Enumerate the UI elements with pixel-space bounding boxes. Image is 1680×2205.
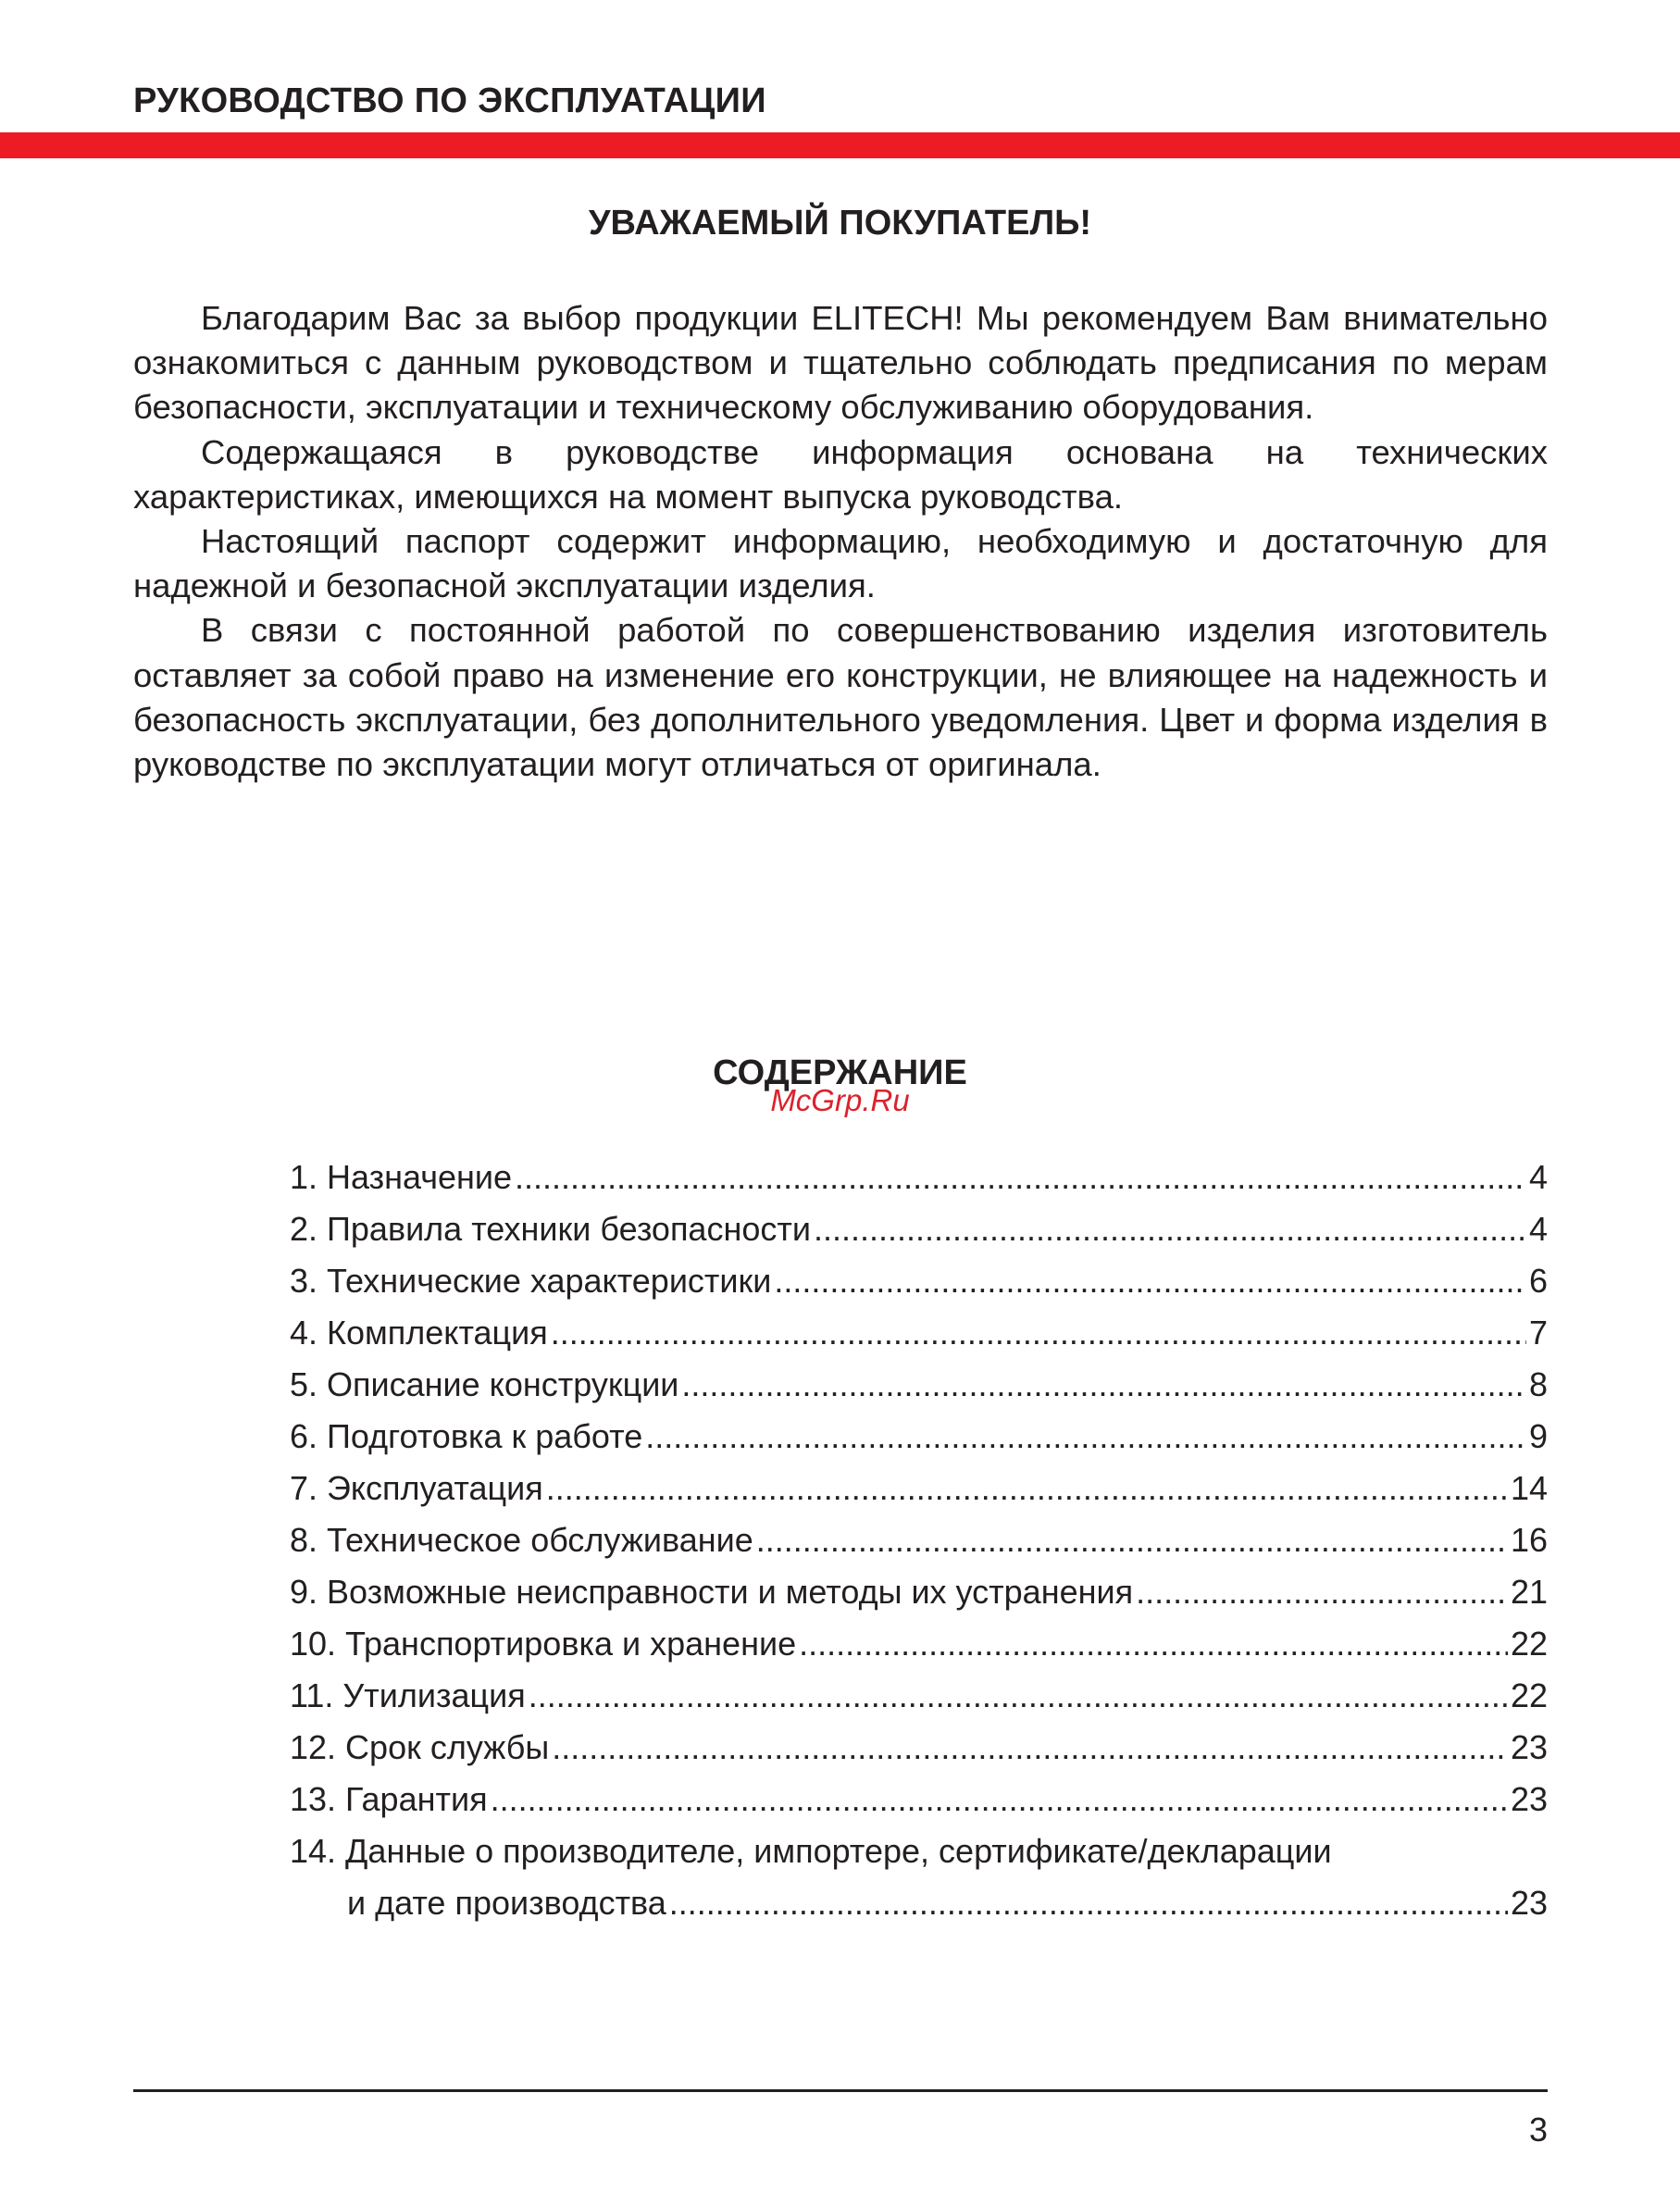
toc-item-label: 11. Утилизация: [290, 1676, 526, 1714]
toc-item-label: 13. Гарантия: [290, 1780, 488, 1818]
toc-leader-dots: [551, 1307, 1526, 1359]
header-red-bar: [0, 132, 1680, 158]
footer-rule: [133, 2089, 1548, 2092]
toc-item-label: 10. Транспортировка и хранение: [290, 1625, 797, 1663]
toc-item-page: 21: [1510, 1573, 1548, 1611]
toc-item-label: 14. Данные о производителе, импортере, сертификате/декларации: [290, 1832, 1332, 1870]
toc-leader-dots: [552, 1722, 1508, 1774]
toc-item[interactable]: [290, 1359, 1548, 1411]
toc-item-page: 22: [1510, 1625, 1548, 1663]
greeting-heading: УВАЖАЕМЫЙ ПОКУПАТЕЛЬ!: [588, 204, 1092, 243]
toc-leader-dots: [491, 1774, 1508, 1825]
toc-item-label: 6. Подготовка к работе: [290, 1417, 643, 1455]
table-of-contents: [290, 1152, 1548, 1929]
toc-item[interactable]: [290, 1825, 1548, 1929]
toc-item-page: 23: [1510, 1884, 1548, 1922]
toc-leader-dots: [515, 1152, 1526, 1203]
toc-item-label: 12. Срок службы: [290, 1728, 550, 1766]
toc-item[interactable]: [290, 1670, 1548, 1722]
toc-leader-dots: [681, 1359, 1526, 1411]
toc-item-page: 7: [1528, 1314, 1548, 1352]
toc-item[interactable]: [290, 1411, 1548, 1463]
toc-item-label: 8. Техническое обслуживание: [290, 1521, 753, 1559]
toc-item-label: 4. Комплектация: [290, 1314, 548, 1352]
toc-item[interactable]: [290, 1774, 1548, 1825]
toc-leader-dots: [1136, 1566, 1508, 1618]
toc-item-label: 2. Правила техники безопасности: [290, 1210, 811, 1248]
intro-paragraph: Содержащаяся в руководстве информация основана на технических характеристиках, имеющихся на момент выпуска руководства.: [133, 432, 1548, 516]
intro-paragraph: Благодарим Вас за выбор продукции ELITECH! Мы рекомендуем Вам внимательно ознакомиться с данным руководством и тщательно соблюдать предписания по мерам безопасности, эксплуатации и техническому обслуживанию оборудования.: [133, 299, 1548, 427]
running-header-title: РУКОВОДСТВО ПО ЭКСПЛУАТАЦИИ: [133, 81, 766, 120]
toc-item[interactable]: [290, 1152, 1548, 1203]
intro-paragraph: В связи с постоянной работой по совершенствованию изделия изготовитель оставляет за собой право на изменение его конструкции, не влияющее на надежность и безопасность эксплуатации, без дополнительного уведомления. Цвет и форма изделия в руководстве по эксплуатации могут отличаться от оригинала.: [133, 611, 1548, 784]
toc-item[interactable]: [290, 1463, 1548, 1514]
toc-item-continuation: [290, 1877, 1548, 1929]
toc-item[interactable]: [290, 1514, 1548, 1566]
toc-item-page: 4: [1528, 1210, 1548, 1248]
toc-item-label: 9. Возможные неисправности и методы их устранения: [290, 1573, 1134, 1611]
toc-item-label: 7. Эксплуатация: [290, 1469, 543, 1507]
toc-leader-dots: [546, 1463, 1508, 1514]
toc-item-page: 23: [1510, 1780, 1548, 1818]
intro-text: [133, 296, 1548, 787]
toc-item[interactable]: [290, 1203, 1548, 1255]
toc-leader-dots: [799, 1618, 1508, 1670]
toc-leader-dots: [529, 1670, 1508, 1722]
page-number: 3: [1528, 2111, 1548, 2149]
toc-item[interactable]: [290, 1566, 1548, 1618]
toc-item[interactable]: [290, 1618, 1548, 1670]
toc-item-label: 3. Технические характеристики: [290, 1262, 772, 1300]
toc-leader-dots: [774, 1255, 1526, 1307]
toc-item-label: 1. Назначение: [290, 1158, 513, 1196]
toc-item-page: 16: [1510, 1521, 1548, 1559]
toc-item[interactable]: [290, 1307, 1548, 1359]
toc-item-page: 22: [1510, 1676, 1548, 1714]
toc-item-label: 5. Описание конструкции: [290, 1365, 679, 1403]
toc-leader-dots: [669, 1877, 1508, 1929]
toc-item-page: 4: [1528, 1158, 1548, 1196]
toc-leader-dots: [756, 1514, 1508, 1566]
toc-item-page: 23: [1510, 1728, 1548, 1766]
toc-item-label-continuation: и дате производства: [347, 1884, 666, 1922]
toc-item-page: 6: [1528, 1262, 1548, 1300]
toc-item[interactable]: [290, 1722, 1548, 1774]
toc-heading: СОДЕРЖАНИЕ: [713, 1053, 967, 1092]
toc-item-page: 8: [1528, 1365, 1548, 1403]
toc-leader-dots: [814, 1203, 1526, 1255]
toc-item[interactable]: [290, 1255, 1548, 1307]
toc-item-page: 9: [1528, 1417, 1548, 1455]
toc-leader-dots: [645, 1411, 1526, 1463]
watermark-text: McGrp.Ru: [770, 1083, 910, 1117]
intro-paragraph: Настоящий паспорт содержит информацию, необходимую и достаточную для надежной и безопасной эксплуатации изделия.: [133, 522, 1548, 605]
toc-item-page: 14: [1510, 1469, 1548, 1507]
